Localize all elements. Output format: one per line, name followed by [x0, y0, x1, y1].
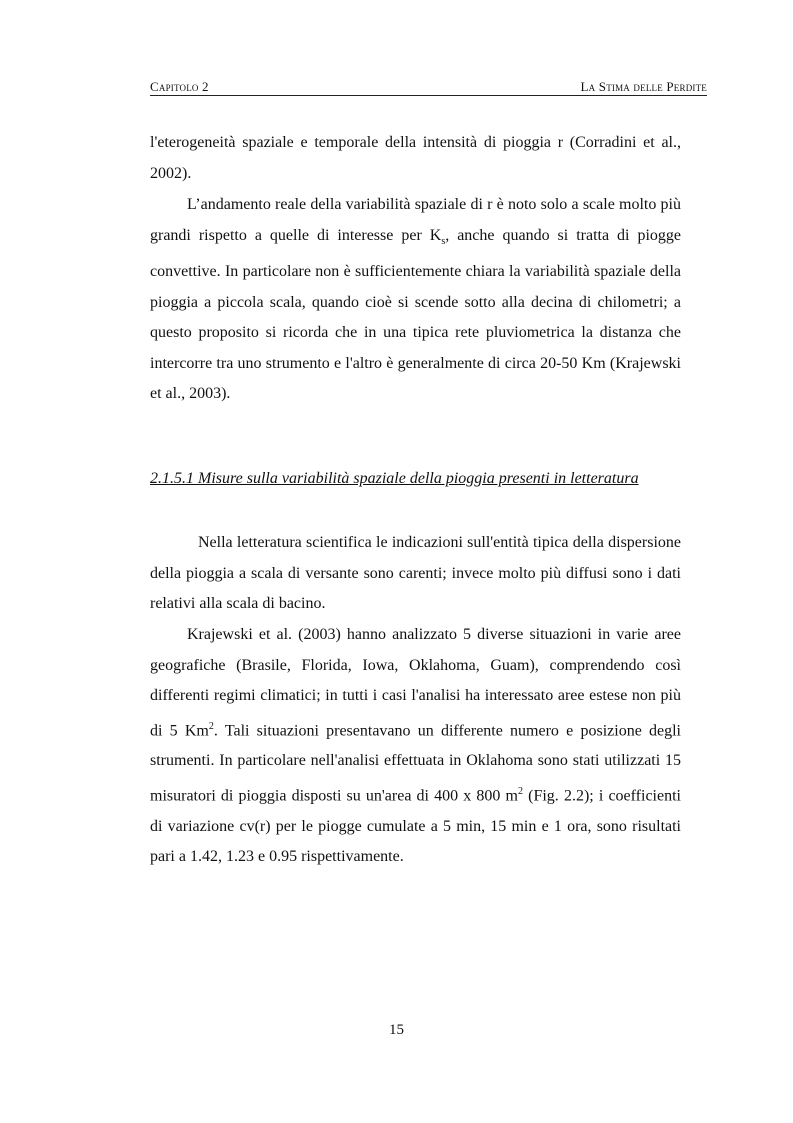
section-heading: 2.1.5.1 Misure sulla variabilità spaziale della pioggia presenti in letteratura	[150, 470, 639, 487]
paragraph-4	[150, 620, 681, 873]
superscript-2b: 2	[518, 785, 523, 797]
paragraph-2-text-a: L’andamento reale della variabilità spaziale di r è noto solo a scale molto più grandi rispetto a quelle di interesse per K	[150, 196, 681, 244]
paragraph-continuation	[150, 128, 681, 189]
paragraph-3-text: Nella letteratura scientifica le indicazioni sull'entità tipica della dispersione della pioggia a scala di versante sono carenti; invece molto più diffusi sono i dati relativi alla scala di bacino.	[150, 534, 681, 612]
paragraph-2-text-b: , anche quando si tratta di piogge convettive. In particolare non è sufficientemente chiara la variabilità spaziale della pioggia a piccola scala, quando cioè si scende sotto alla decina di chilometri; a questo proposito si ricorda che in una tipica rete pluviometrica la distanza che intercorre tra uno strumento e l'altro è generalmente di circa 20-50 Km (Krajewski et al., 2003).	[150, 226, 682, 403]
header-rule	[150, 95, 707, 96]
page-number: 15	[389, 1022, 404, 1038]
superscript-2a: 2	[208, 720, 214, 732]
paragraph-1-text: l'eterogeneità spaziale e temporale della intensità di pioggia r (Corradini et al., 2002).	[150, 134, 681, 182]
header-chapter: Capitolo 2	[150, 79, 209, 94]
paragraph-4-text-a: Krajewski et al. (2003) hanno analizzato 5 diverse situazioni in varie aree geografiche (Brasile, Florida, Iowa, Oklahoma, Guam), comprendendo così differenti regimi climatici; in tutti i casi l'analisi ha interessato aree estese non più di 5 Km	[150, 626, 681, 739]
paragraph-2	[150, 190, 681, 410]
header-title: La Stima delle Perdite	[580, 79, 707, 94]
paragraph-4-text-c: (Fig. 2.2); i coefficienti di variazione cv(r) per le piogge cumulate a 5 min, 15 min e 1 ora, sono risultati pari a 1.42, 1.23 e 0.95 rispettivamente.	[150, 787, 681, 866]
subscript-s: s	[441, 235, 446, 247]
paragraph-4-text-b: . Tali situazioni presentavano un differente numero e posizione degli strumenti. In particolare nell'analisi effettuata in Oklahoma sono stati utilizzati 15 misuratori di pioggia disposti su un'area di 400 x 800 m	[150, 721, 682, 805]
paragraph-3	[150, 528, 681, 620]
